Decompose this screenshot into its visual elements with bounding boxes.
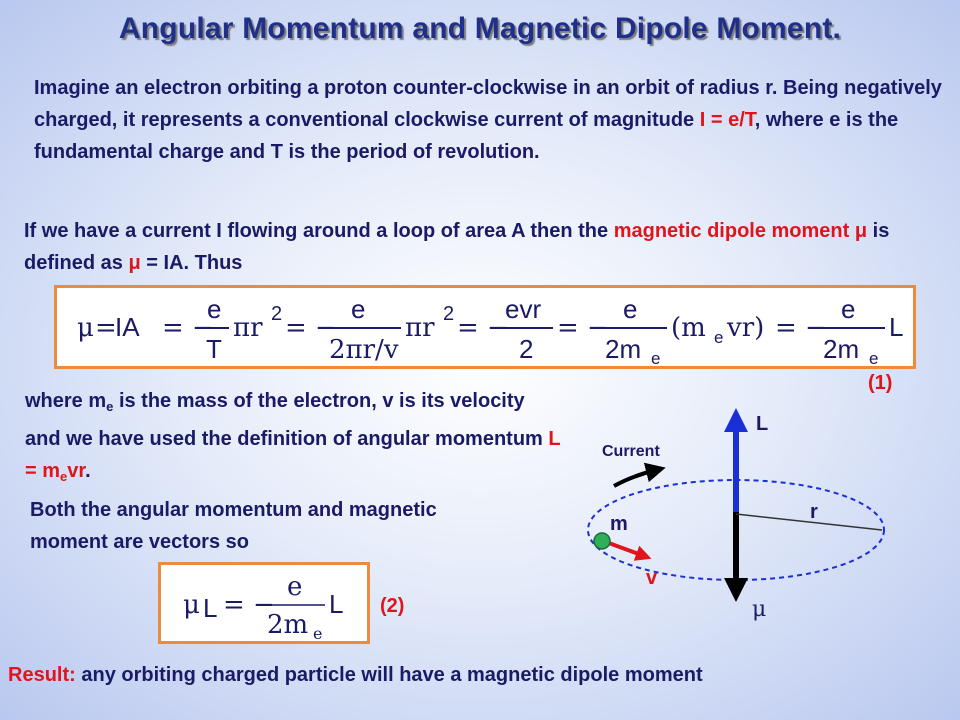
- eq1-square: 2: [271, 303, 283, 325]
- eq1-pi-r: πr: [233, 313, 263, 343]
- subscript-e: e: [106, 399, 114, 414]
- eq2-sub-e: e: [313, 624, 323, 641]
- definition-text-mid: is defined as: [24, 220, 890, 274]
- definition-text-end: . Thus: [183, 252, 243, 274]
- eq1-pi-r: πr: [405, 313, 435, 343]
- paragraph-vectors: Both the angular momentum and magnetic moment are vectors so: [30, 499, 437, 553]
- angular-momentum-formula-end: vr: [67, 460, 86, 482]
- equation-1-number: (1): [868, 372, 893, 394]
- velocity-vector: [606, 542, 644, 556]
- eq2-equals-minus: = −: [223, 590, 275, 620]
- eq2-L-sub: L: [203, 593, 218, 623]
- eq1-frac1-den: T: [206, 334, 222, 364]
- equation-2: [161, 565, 367, 641]
- mass-text: where m: [25, 390, 107, 412]
- mu-symbol: μ: [128, 252, 141, 274]
- eq1-frac4-num: e: [623, 294, 638, 324]
- equation-2-number: (2): [380, 595, 405, 617]
- eq1-frac3-num: evr: [505, 294, 542, 324]
- subscript-e: e: [60, 469, 68, 484]
- slide-title: Angular Momentum and Magnetic Dipole Moment.: [118, 12, 842, 45]
- eq1-minus4: = −: [557, 313, 609, 343]
- eq1-minus2: = −: [285, 313, 337, 343]
- eq1-sub-e: e: [869, 349, 879, 366]
- eq1-frac2-den: 2πr/v: [329, 335, 399, 365]
- period: .: [85, 460, 91, 482]
- intro-text-end: , where e is the fundamental charge and T is the period of revolution.: [34, 109, 899, 163]
- eq2-frac-num: e: [287, 572, 303, 602]
- result-statement: [8, 664, 958, 687]
- eq2-L: L: [329, 589, 344, 619]
- current-arrow: [614, 470, 656, 486]
- current-formula: I = e/T: [699, 109, 755, 131]
- eq1-L: L: [889, 312, 904, 342]
- eq1-square: 2: [443, 303, 455, 325]
- eq1-ia: IA: [115, 312, 140, 342]
- eq1-sub-e: e: [651, 349, 661, 366]
- definition-text: If we have a current I flowing around a loop of area A then the: [24, 220, 614, 242]
- eq2-mu: μ: [183, 590, 200, 620]
- eq1-frac5-num: e: [841, 294, 856, 324]
- eq1-minus5: = −: [775, 313, 827, 343]
- electron-particle: [594, 533, 610, 549]
- label-r: r: [810, 501, 818, 523]
- eq1-mu: μ: [77, 313, 94, 343]
- label-m: m: [610, 513, 628, 535]
- label-L: L: [756, 413, 769, 435]
- radius-line: [736, 514, 882, 530]
- eq1-frac2-num: e: [351, 294, 366, 324]
- paragraph-dipole-definition: [24, 215, 954, 279]
- equation-1: [57, 288, 913, 366]
- paragraph-mass-definition: [25, 385, 565, 493]
- label-mu: μ: [752, 597, 767, 622]
- eq2-frac-den: 2m: [267, 610, 309, 640]
- result-text: any orbiting charged particle will have a magnetic dipole moment: [75, 664, 703, 686]
- label-v: v: [646, 567, 658, 589]
- magnetic-dipole-term: magnetic dipole moment: [613, 220, 855, 242]
- mu-equals-ia: = IA: [140, 252, 184, 274]
- eq1-paren-m: (m: [671, 313, 706, 343]
- eq1-minus: = −: [162, 313, 214, 343]
- label-current: Current: [602, 443, 660, 460]
- paragraph-intro: [34, 72, 944, 168]
- eq1-frac1-num: e: [207, 294, 222, 324]
- eq1-frac5-den: 2m: [823, 334, 860, 364]
- orbit-diagram: [560, 400, 900, 640]
- equation-1-box: [54, 285, 916, 369]
- angular-momentum-formula: L = m: [25, 428, 561, 482]
- eq1-minus3: = −: [457, 313, 509, 343]
- eq1-vr: vr): [727, 313, 765, 343]
- intro-text: Imagine an electron orbiting a proton counter-clockwise in an orbit of radius r. Being negatively charged, it represents a conventional clockwise current of magnitude: [34, 77, 942, 131]
- equation-2-box: [158, 562, 370, 644]
- mu-symbol: μ: [854, 220, 868, 242]
- eq1-frac3-den: 2: [519, 334, 534, 364]
- eq1-sub-e: e: [714, 328, 724, 347]
- eq1-frac4-den: 2m: [605, 334, 642, 364]
- result-label: Result:: [8, 664, 76, 686]
- mass-text-mid: is the mass of the electron, v is its velocity and we have used the definition of angular momentum: [25, 390, 549, 450]
- eq1-equals: =: [95, 313, 117, 343]
